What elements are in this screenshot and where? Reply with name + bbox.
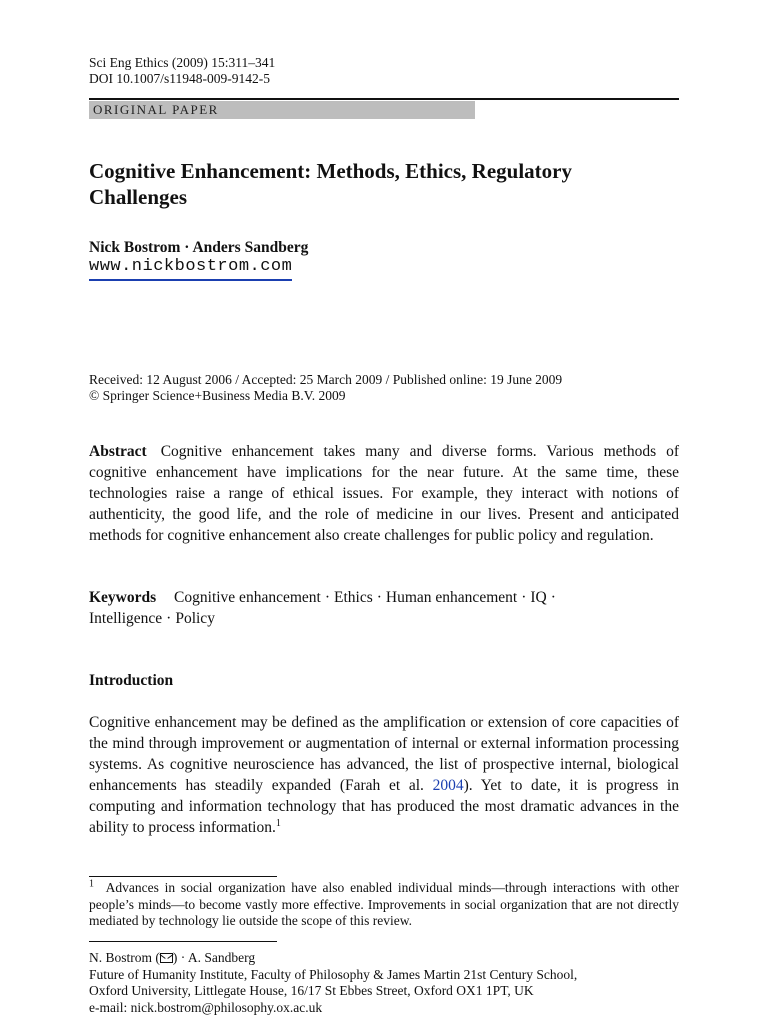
keyword: Human enhancement bbox=[385, 589, 518, 606]
introduction-heading: Introduction bbox=[89, 672, 174, 689]
keyword-separator: · bbox=[376, 589, 382, 606]
abstract-text: Cognitive enhancement takes many and diverse forms. Various methods of cognitive enhancement have implications for the near future. At the same time, these technologies raise a range of ethical issues. For example, they interact with notions of authenticity, the good life, and the role of medicine in our lives. Present and anticipated methods for cognitive enhancement also create challenges for public policy and regulation. bbox=[89, 443, 679, 544]
intro-text-before: Cognitive enhancement may be defined as the amplification or extension of core capacities of the mind through improvement or augmentation of internal or external information processing systems. As cognitive neuroscience has advanced, the list of prospective internal, biological enhancements has steadily expanded (Farah et al. bbox=[89, 714, 679, 794]
authors: Nick Bostrom · Anders Sandberg bbox=[89, 239, 309, 256]
affiliation-line-1: Future of Humanity Institute, Faculty of Philosophy & James Martin 21st Century School, bbox=[89, 966, 578, 982]
introduction-paragraph bbox=[89, 712, 679, 838]
intro-text-after: ). Yet to date, it is progress in computing and information technology that has produced the most dramatic advances in the ability to process information. bbox=[89, 777, 679, 836]
keyword: Cognitive enhancement bbox=[174, 589, 321, 606]
keyword: Policy bbox=[175, 610, 215, 627]
author-names bbox=[89, 950, 577, 967]
author-1-name: N. Bostrom ( bbox=[89, 950, 160, 965]
keywords bbox=[89, 587, 679, 629]
keyword: Intelligence bbox=[89, 610, 163, 627]
keyword-separator: · bbox=[550, 589, 556, 606]
keyword: Ethics bbox=[334, 589, 373, 606]
footnote-text: Advances in social organization have also enabled individual minds—through interactions with other people’s minds—to become vastly more effective. Improvements in social organization that are not directly mediated by technology lie outside the scope of this review. bbox=[89, 880, 680, 928]
envelope-icon bbox=[160, 953, 173, 963]
keyword-separator: · bbox=[324, 589, 330, 606]
paper-title bbox=[89, 158, 689, 210]
affiliation bbox=[89, 950, 577, 1016]
keyword-separator: · bbox=[521, 589, 527, 606]
keywords-label: Keywords bbox=[89, 589, 157, 606]
copyright: © Springer Science+Business Media B.V. 2009 bbox=[89, 388, 346, 403]
paper-title-line-2: Challenges bbox=[89, 185, 188, 209]
journal-doi: DOI 10.1007/s11948-009-9142-5 bbox=[89, 71, 270, 86]
article-type-banner bbox=[89, 101, 475, 119]
header-rule bbox=[89, 98, 679, 100]
abstract bbox=[89, 441, 679, 546]
footnote-divider bbox=[89, 876, 277, 877]
footnote bbox=[89, 880, 679, 930]
author-separator: · bbox=[177, 950, 188, 965]
keyword: IQ bbox=[530, 589, 547, 606]
paper-title-line-1: Cognitive Enhancement: Methods, Ethics, Regulatory bbox=[89, 159, 572, 183]
email[interactable]: e-mail: nick.bostrom@philosophy.ox.ac.uk bbox=[89, 999, 323, 1015]
journal-citation: Sci Eng Ethics (2009) 15:311–341 bbox=[89, 55, 276, 70]
footnote-marker: 1 bbox=[89, 878, 94, 890]
affiliation-line-2: Oxford University, Littlegate House, 16/17 St Ebbes Street, Oxford OX1 1PT, UK bbox=[89, 983, 534, 998]
author-2-name: A. Sandberg bbox=[187, 950, 256, 965]
keyword-separator: · bbox=[166, 610, 172, 627]
affiliation-divider bbox=[89, 941, 277, 942]
footnote-reference[interactable]: 1 bbox=[275, 817, 281, 829]
publication-history bbox=[89, 372, 562, 404]
author-1-close: ) bbox=[172, 950, 178, 965]
abstract-label: Abstract bbox=[89, 443, 147, 460]
article-type-label: ORIGINAL PAPER bbox=[93, 102, 219, 117]
history-dates: Received: 12 August 2006 / Accepted: 25 March 2009 / Published online: 19 June 2009 bbox=[89, 372, 563, 387]
journal-header bbox=[89, 55, 275, 87]
website-link[interactable]: www.nickbostrom.com bbox=[89, 257, 292, 281]
citation-link[interactable]: 2004 bbox=[432, 777, 464, 794]
